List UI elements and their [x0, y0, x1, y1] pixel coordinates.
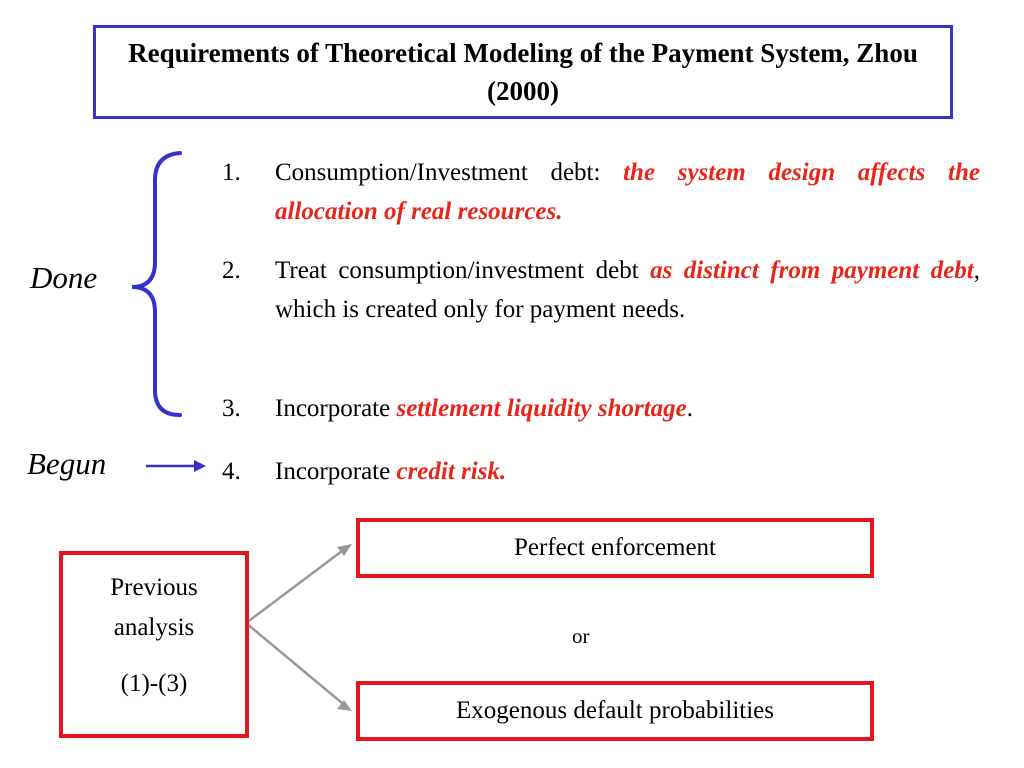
exogenous-default-box: [356, 681, 874, 741]
done-label: Done: [30, 260, 98, 295]
done-brace: [132, 153, 180, 415]
perfect-enforcement-label: Perfect enforcement: [514, 534, 716, 561]
item-text: Consumption/Investment debt:: [275, 159, 624, 186]
item-text: Treat consumption/investment debt: [275, 257, 651, 284]
item-emphasis: as distinct from payment debt: [650, 257, 974, 284]
connector-top: [246, 551, 342, 623]
previous-line-3: (1)-(3): [120, 670, 188, 697]
list-item-4: [222, 452, 980, 491]
list-number: 2.: [222, 257, 241, 284]
perfect-enforcement-box: [356, 518, 874, 578]
item-emphasis: the system design affects the allocation of real resources.: [275, 159, 980, 225]
item-text-after: .: [686, 395, 694, 422]
begun-arrow-head: [194, 460, 206, 472]
begun-label: Begun: [27, 446, 107, 481]
item-emphasis: credit risk.: [396, 458, 507, 485]
list-item-1: [222, 153, 980, 231]
exogenous-default-label: Exogenous default probabilities: [456, 697, 774, 724]
item-text: Incorporate: [275, 458, 397, 485]
list-number: 1.: [222, 159, 241, 186]
previous-analysis-box: [59, 551, 249, 738]
connector-bottom: [246, 623, 342, 703]
item-text-after: , which is created only for payment needs.: [275, 257, 980, 323]
list-item-2: [222, 251, 980, 329]
item-text: Incorporate: [275, 395, 397, 422]
list-number: 4.: [222, 458, 241, 485]
list-number: 3.: [222, 395, 241, 422]
slide-title: Requirements of Theoretical Modeling of the Payment System, Zhou (2000): [128, 38, 918, 106]
or-label: or: [572, 624, 590, 648]
previous-line-1: Previous: [110, 574, 198, 601]
previous-line-2: analysis: [113, 614, 195, 641]
list-item-3: [222, 389, 980, 428]
item-emphasis: settlement liquidity shortage: [396, 395, 687, 422]
